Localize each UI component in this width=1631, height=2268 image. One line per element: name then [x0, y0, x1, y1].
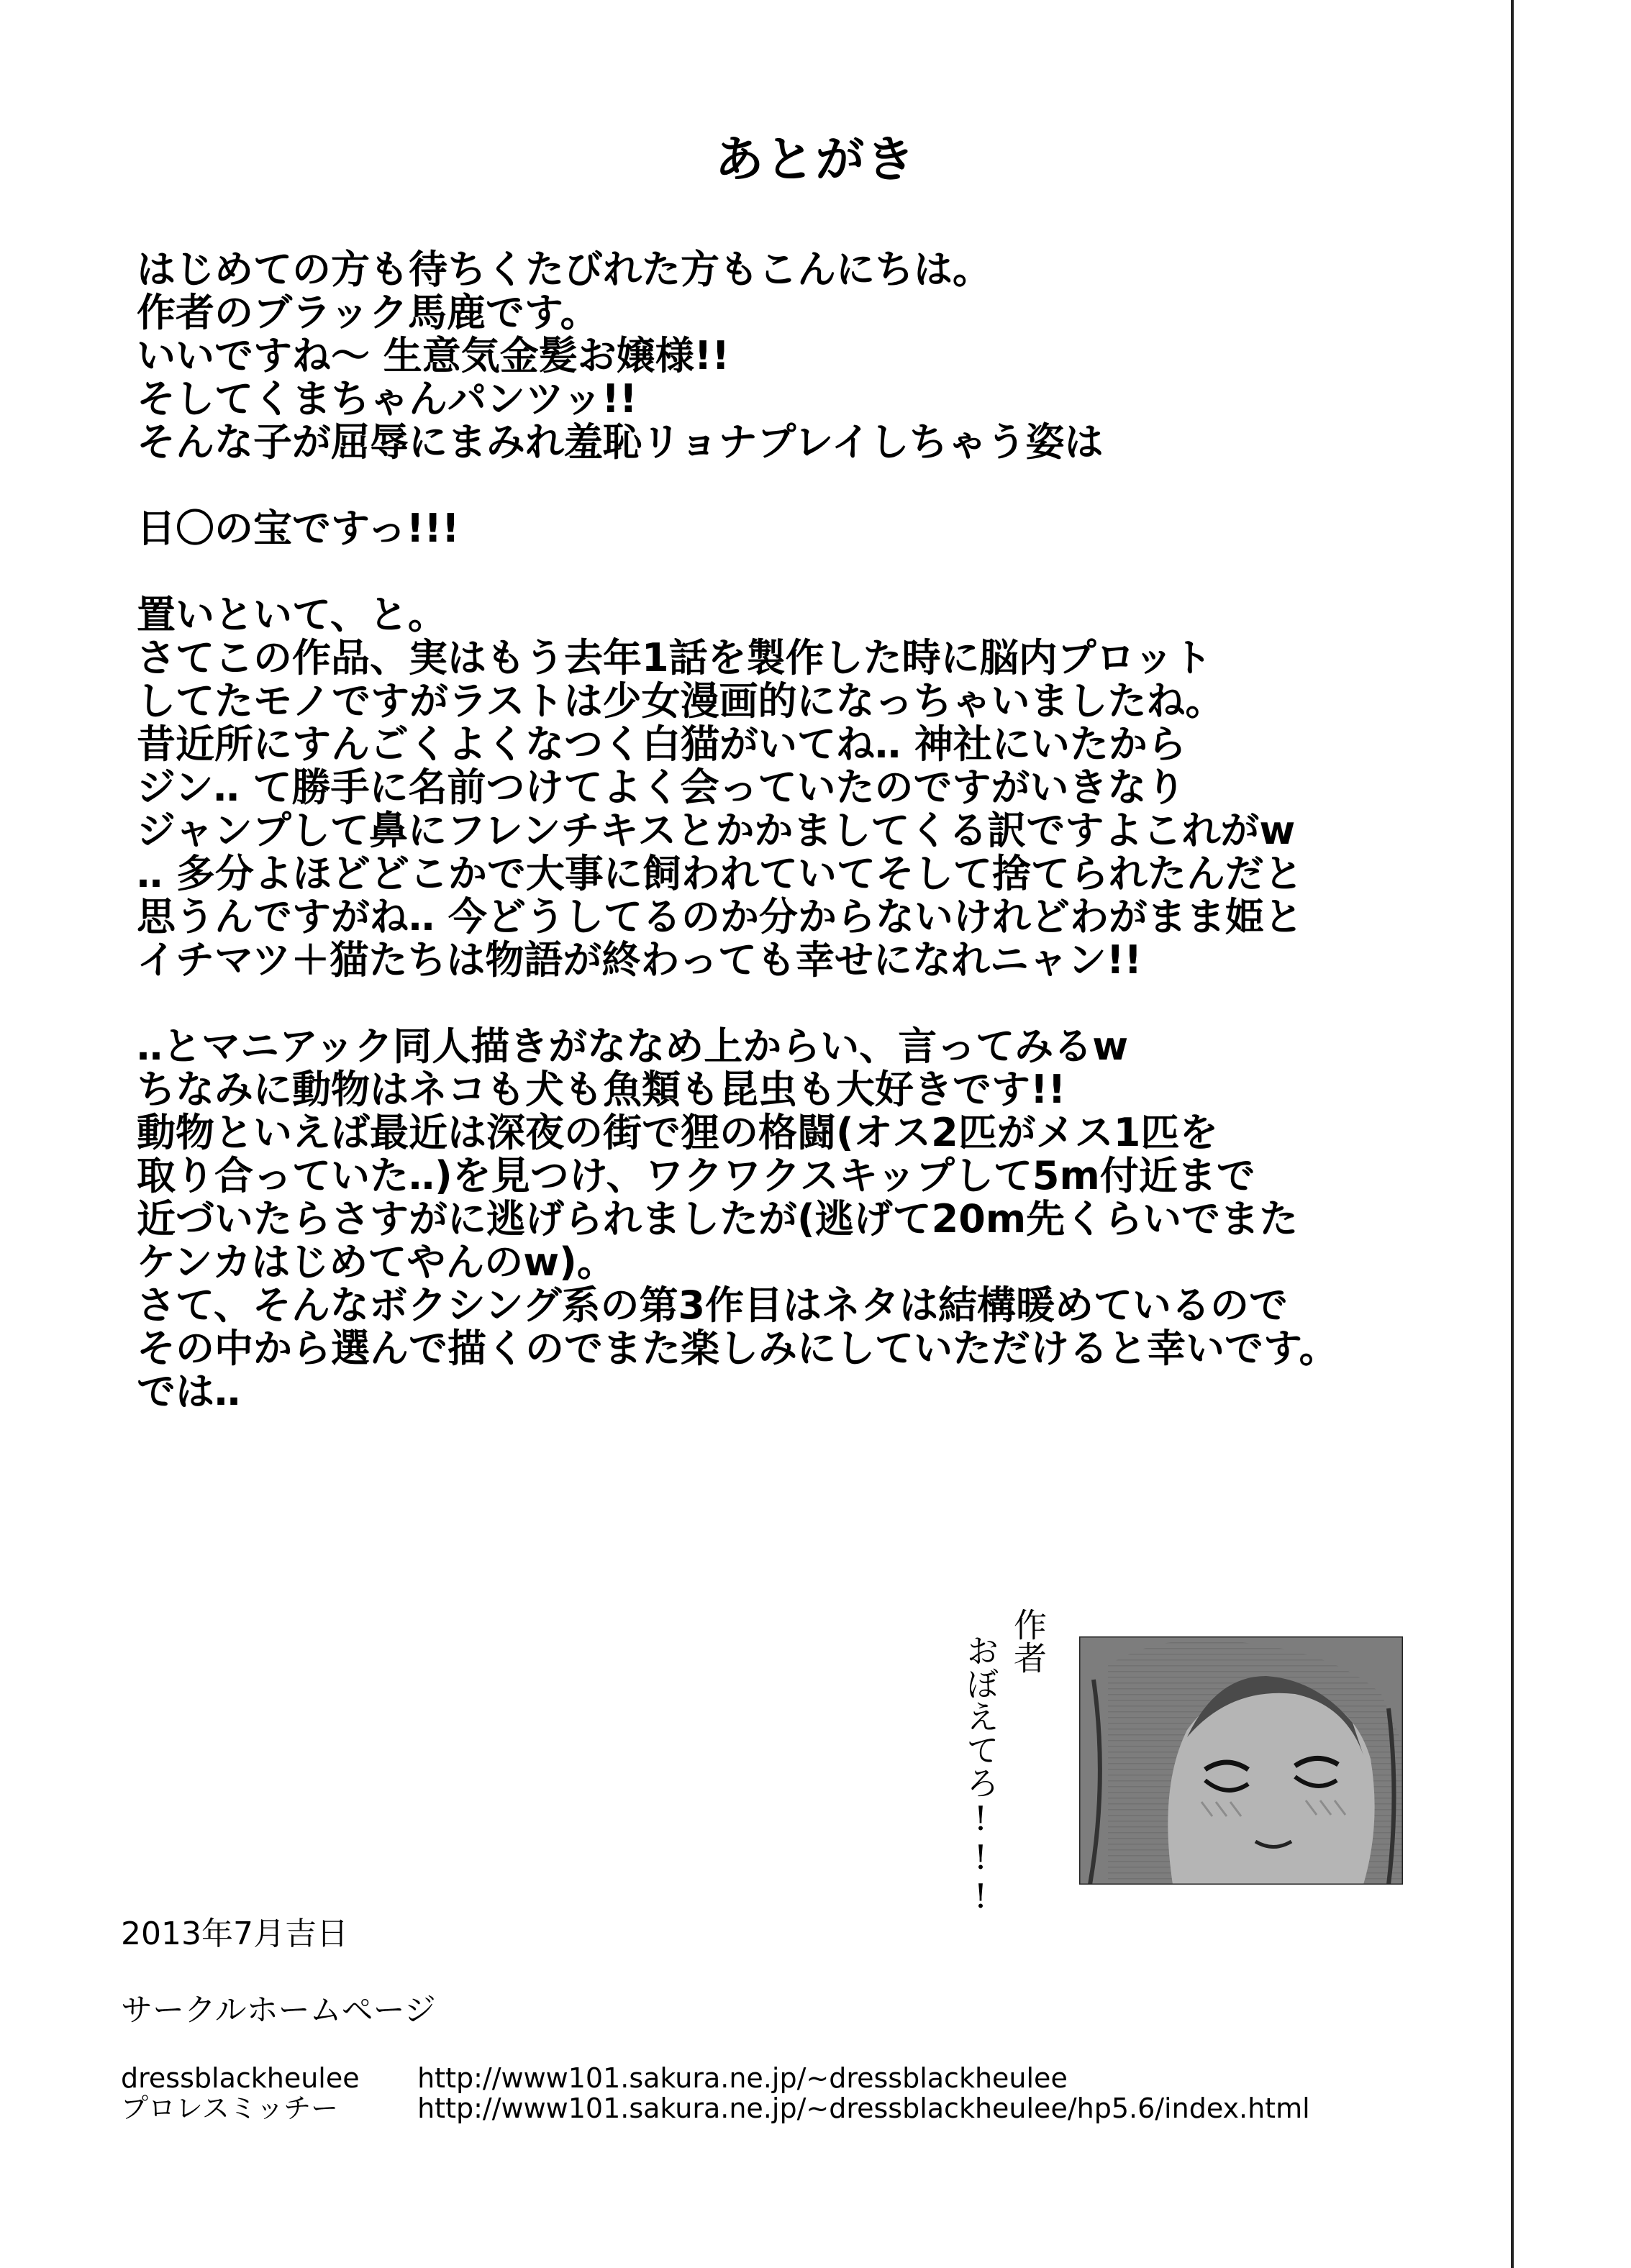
body-line: はじめての方も待ちくたびれた方もこんにちは。 [137, 247, 991, 292]
body-line: ジャンプして鼻にフレンチキスとかかましてくる訳ですよこれがw [137, 808, 1296, 853]
body-line: 昔近所にすんごくよくなつく白猫がいてね‥ 神社にいたから [137, 721, 1186, 767]
body-line: してたモノですがラストは少女漫画的になっちゃいましたね。 [137, 678, 1225, 724]
body-line: 動物といえば最近は深夜の街で狸の格闘(オス2匹がメス1匹を [137, 1110, 1219, 1155]
body-line: 日〇の宝ですっ!!! [137, 506, 460, 551]
body-line: いいですね～ 生意気金髪お嬢様!! [137, 333, 730, 378]
body-line: ‥ 多分よほどどこかで大事に飼われていてそして捨てられたんだと [137, 851, 1303, 896]
body-line-blank [137, 464, 1475, 507]
body-line: イチマツ＋猫たちは物語が終わっても幸せになれニャン!! [137, 937, 1142, 983]
body-line: 思うんですがね‥ 今どうしてるのか分からないけれどわがまま姫と [137, 894, 1303, 939]
body-line: 取り合っていた‥)を見つけ、ワクワクスキップして5m付近まで [137, 1153, 1255, 1198]
body-line: そしてくまちゃんパンツッ!! [137, 376, 637, 422]
body-line: 近づいたらさすがに逃げられましたが(逃げて20m先くらいでまた [137, 1196, 1299, 1242]
body-line: さてこの作品、実はもう去年1話を製作した時に脳内プロット [137, 635, 1212, 680]
link-list [121, 2063, 1310, 2123]
circle-homepage-label: サークルホームページ [121, 1992, 436, 2028]
afterword-body [137, 248, 1475, 1413]
handwritten-line-2: おぼえてろ!!! [961, 1634, 1000, 1916]
link-name: プロレスミッチー [121, 2092, 339, 2124]
body-line-blank [137, 550, 1475, 593]
page-edge-line [1511, 0, 1514, 2268]
body-line: さて、そんなボクシング系の第3作目はネタは結構暖めているので [137, 1283, 1289, 1328]
body-line: ジン‥ て勝手に名前つけてよく会っていたのですがいきなり [137, 765, 1186, 810]
body-line: ちなみに動物はネコも犬も魚類も昆虫も大好きです!! [137, 1067, 1066, 1112]
body-line: そんな子が屈辱にまみれ羞恥リョナプレイしちゃう姿は [137, 419, 1104, 465]
author-portrait-illustration [1079, 1636, 1403, 1885]
body-line: 置いといて、と。 [137, 592, 447, 637]
link-row [121, 2093, 1310, 2123]
handwritten-note [953, 1608, 1061, 1916]
page-title: あとがき [714, 132, 917, 188]
link-url[interactable]: http://www101.sakura.ne.jp/~dressblackheulee [417, 2062, 1068, 2094]
link-row [121, 2063, 1310, 2093]
body-line-blank [137, 982, 1475, 1025]
body-line: その中から選んで描くのでまた楽しみにしていただけると幸いです。 [137, 1326, 1338, 1371]
body-line: では‥ [137, 1369, 241, 1414]
date-line: 2013年7月吉日 [121, 1916, 348, 1952]
body-line: 作者のブラック馬鹿です。 [137, 290, 599, 335]
body-line: ケンカはじめてやんのw)。 [137, 1239, 616, 1285]
link-url[interactable]: http://www101.sakura.ne.jp/~dressblackheulee/hp5.6/index.html [417, 2092, 1310, 2124]
handwritten-line-1: 作者 [1009, 1608, 1048, 1674]
body-line: ‥とマニアック同人描きがななめ上からい、言ってみるw [137, 1024, 1129, 1069]
link-name: dressblackheulee [121, 2062, 360, 2094]
